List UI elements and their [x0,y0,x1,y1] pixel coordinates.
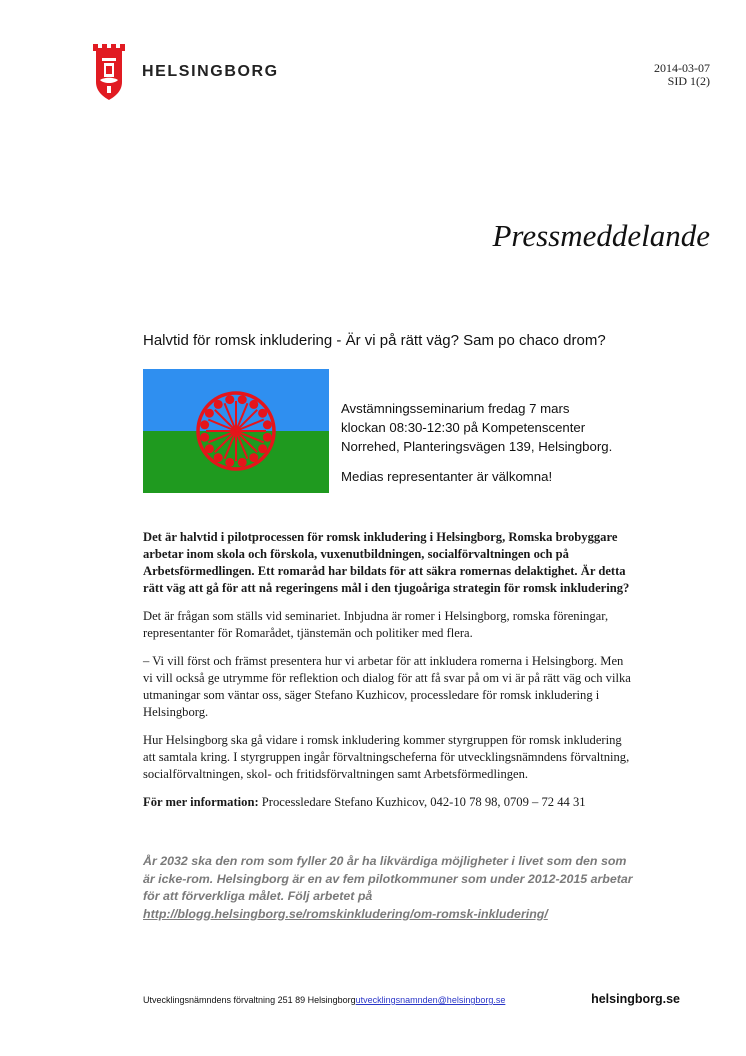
paragraph-3: Hur Helsingborg ska gå vidare i romsk inkludering kommer styrgruppen för romsk inkludering att samtala kring. I styrgruppen ingår förvaltningscheferna för utvecklingsnämndens förvaltning, socialförvaltningen, skol- och fritidsförvaltningen samt Arbetsförmedlingen. [143,733,630,781]
contact-label: För mer information: [143,795,259,809]
closing-text: År 2032 ska den rom som fyller 20 år ha likvärdiga möjligheter i livet som den som är icke-rom. Helsingborg är en av fem pilotkommuner som under 2012-2015 arbetar för att förverkliga målet. Följ arbetet på [143,854,633,903]
romani-flag-image [143,369,329,493]
footer-website: helsingborg.se [591,992,680,1006]
event-info [341,399,641,486]
document-date: 2014-03-07 [654,61,710,75]
paragraph-2: – Vi vill först och främst presentera hur vi arbetar för att inkludera romerna i Helsingborg. Men vi vill också ge utrymme för reflektion och dialog för att få svar på om vi är på rätt väg och vilka utmaningar som väntar oss, säger Stefano Kuzhicov, processledare för romsk inkludering i Helsingborg. [143,654,631,719]
contact-details: Processledare Stefano Kuzhicov, 042-10 78 98, 0709 – 72 44 31 [258,795,586,809]
footer-address [143,995,505,1005]
blog-link[interactable]: http://blogg.helsingborg.se/romskinkludering/om-romsk-inkludering/ [143,906,548,921]
page-number: SID 1(2) [667,74,710,88]
body-text [143,529,633,822]
media-welcome: Medias representanter är välkomna! [341,469,553,484]
press-release-title: Pressmeddelande [492,218,710,253]
document-meta [654,62,710,88]
footer-address-text: Utvecklingsnämndens förvaltning 251 89 Helsingborg [143,995,356,1005]
paragraph-1: Det är frågan som ställs vid seminariet. Inbjudna är romer i Helsingborg, romska föreningar, representanter för Romarådet, tjänstemän och politiker med flera. [143,609,609,640]
helsingborg-crest-logo [92,44,126,100]
footer-email-link[interactable]: utvecklingsnamnden@helsingborg.se [355,995,506,1005]
headline: Halvtid för romsk inkludering - Är vi på rätt väg? Sam po chaco drom? [143,332,606,349]
logo-wordmark: HELSINGBORG [142,63,279,80]
closing-statement [143,853,638,923]
event-title: Avstämningsseminarium fredag 7 mars [341,401,570,416]
event-time-place: klockan 08:30-12:30 på Kompetenscenter [341,420,586,435]
event-address: Norrehed, Planteringsvägen 139, Helsingborg. [341,439,613,454]
lead-paragraph: Det är halvtid i pilotprocessen för romsk inkludering i Helsingborg, Romska brobyggare arbetar inom skola och förskola, vuxenutbildningen, socialförvaltningen och på Arbetsförmedlingen. Ett romaråd har bildats för att säkra romernas delaktighet. Är detta rätt väg att gå för att nå regeringens mål i den tjugoåriga strategin för romsk inkludering? [143,530,630,595]
contact-info [143,794,633,811]
